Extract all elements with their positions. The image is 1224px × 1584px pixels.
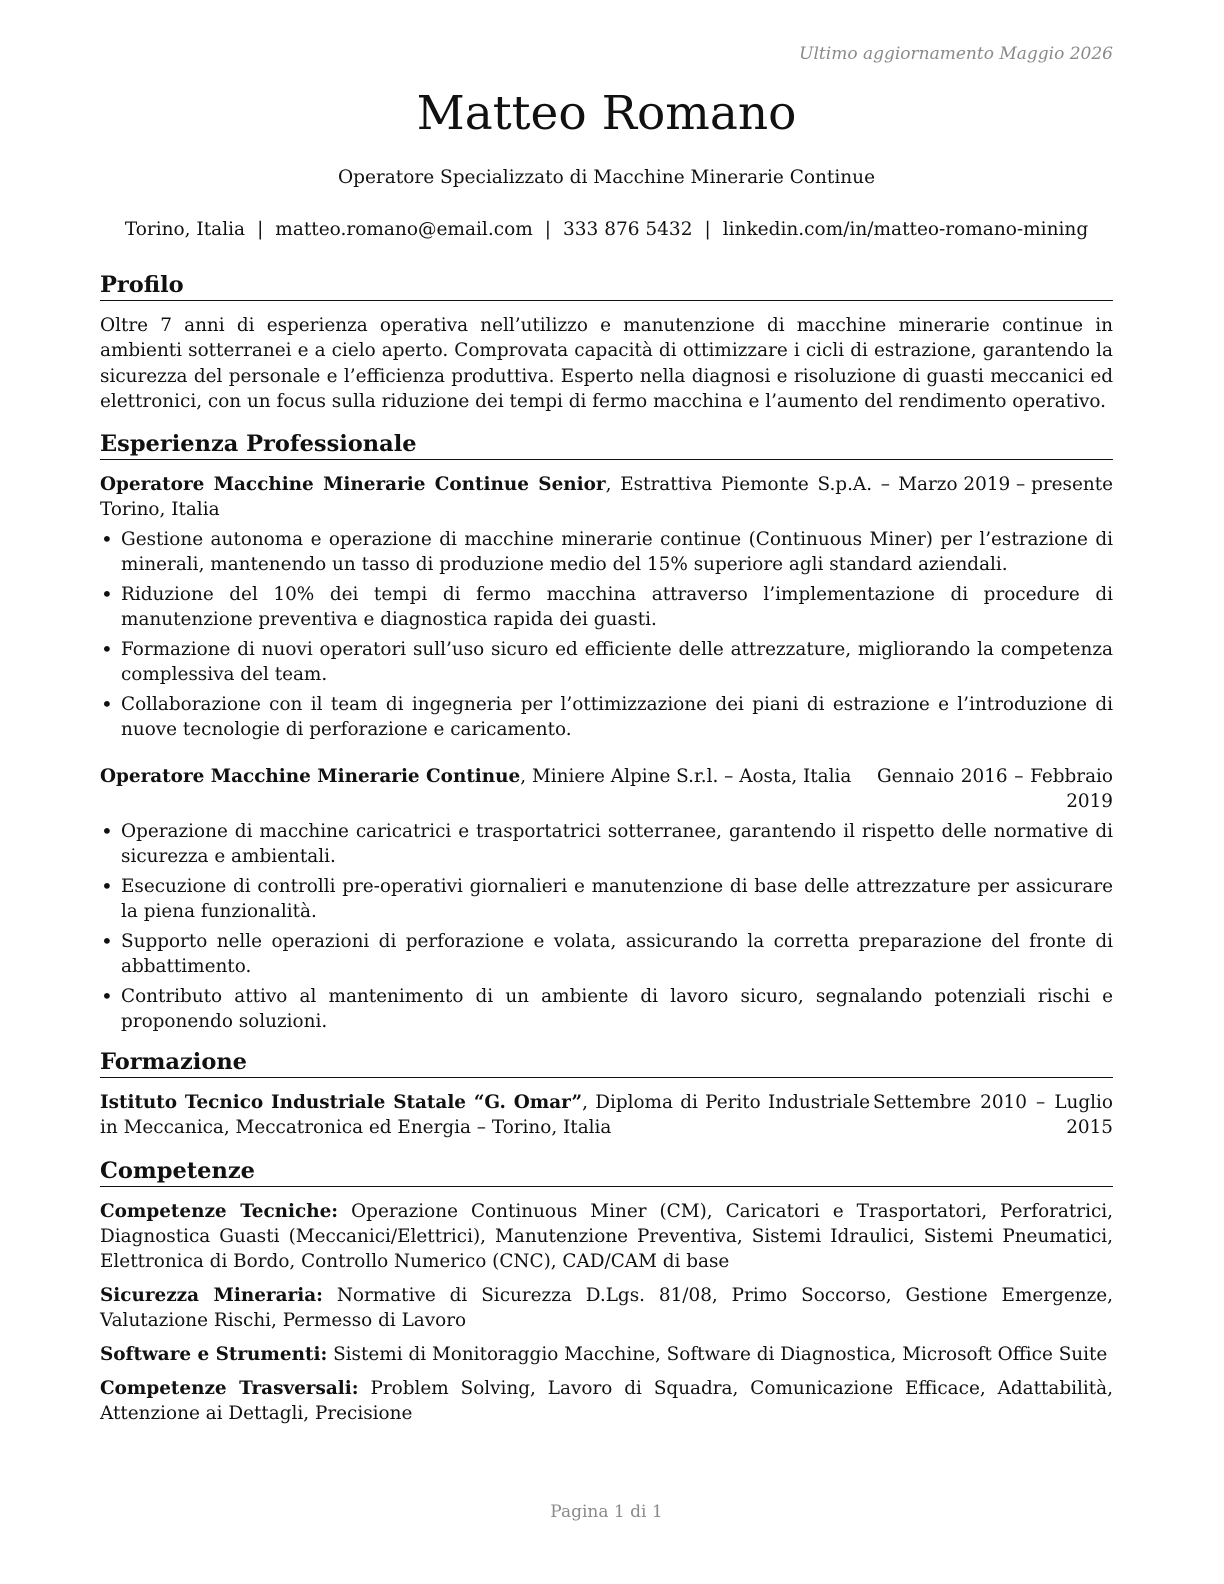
job-header (100, 764, 1113, 815)
list-item: • Gestione autonoma e operazione di macchine minerarie continue (Continuous Miner) per l’estrazione di minerali, mantenendo un tasso di produzione medio del 15% superiore agli standard aziendali. (100, 527, 1113, 578)
job-title: Operatore Specializzato di Macchine Minerarie Continue (337, 167, 876, 188)
job-bullets (100, 527, 1113, 743)
skill-value: Normative di Sicurezza D.Lgs. 81/08, Primo Soccorso, Gestione Emergenze, Valutazione Rischi, Permesso di Lavoro (100, 1285, 1113, 1332)
job-company: , Estrattiva Piemonte S.p.A. – Torino, Italia (100, 474, 890, 521)
separator: | (257, 219, 264, 240)
skill-value: Problem Solving, Lavoro di Squadra, Comunicazione Efficace, Adattabilità, Attenzione ai Dettagli, Precisione (100, 1378, 1113, 1425)
contact-linkedin[interactable]: linkedin.com/in/matteo-romano-mining (722, 219, 1089, 240)
skill-group (100, 1199, 1113, 1275)
skill-label: Competenze Tecniche: (100, 1200, 339, 1222)
job-company: , Miniere Alpine S.r.l. – Aosta, Italia (520, 766, 852, 788)
section-title-skills: Competenze (100, 1156, 1113, 1187)
list-item: • Contributo attivo al mantenimento di un ambiente di lavoro sicuro, segnalando potenziali rischi e proponendo soluzioni. (100, 984, 1113, 1035)
separator: | (544, 219, 551, 240)
contact-line (100, 219, 1113, 240)
skill-group (100, 1376, 1113, 1427)
education-dates: Settembre 2010 – Luglio 2015 (873, 1092, 1113, 1139)
skill-group (100, 1342, 1113, 1367)
list-item: • Operazione di macchine caricatrici e trasportatrici sotterranee, garantendo il rispetto delle normative di sicurezza e ambientali. (100, 819, 1113, 870)
section-title-experience: Esperienza Professionale (100, 429, 1113, 460)
skill-value: Operazione Continuous Miner (CM), Caricatori e Trasportatori, Perforatrici, Diagnostica Guasti (Meccanici/Elettrici), Manutenzione Preventiva, Sistemi Idraulici, Sistemi Pneumatici, Elettronica di Bordo, Controllo Numerico (CNC), CAD/CAM di base (100, 1200, 1113, 1273)
skill-label: Software e Strumenti: (100, 1344, 328, 1366)
job-entry (100, 472, 1113, 742)
skill-label: Competenze Trasversali: (100, 1378, 359, 1399)
contact-city: Torino, Italia (124, 219, 246, 240)
last-updated: Ultimo aggiornamento Maggio 2026 (799, 44, 1113, 64)
job-bullets (100, 819, 1113, 1035)
section-title-education: Formazione (100, 1047, 1113, 1078)
skill-value: Sistemi di Monitoraggio Macchine, Software di Diagnostica, Microsoft Office Suite (327, 1344, 1108, 1366)
list-item: • Formazione di nuovi operatori sull’uso sicuro ed efficiente delle attrezzature, migliorando la competenza complessiva del team. (100, 637, 1113, 688)
job-role: Operatore Macchine Minerarie Continue Senior (100, 474, 606, 496)
list-item: • Collaborazione con il team di ingegneria per l’ottimizzazione dei piani di estrazione e l’introduzione di nuove tecnologie di perforazione e caricamento. (100, 692, 1113, 743)
education-entry (100, 1090, 1113, 1141)
list-item: • Supporto nelle operazioni di perforazione e volata, assicurando la corretta preparazione del fronte di abbattimento. (100, 929, 1113, 980)
section-title-profile: Profilo (100, 270, 1113, 301)
page-footer: Pagina 1 di 1 (550, 1502, 663, 1522)
list-item: • Esecuzione di controlli pre-operativi giornalieri e manutenzione di base delle attrezzature per assicurare la piena funzionalità. (100, 874, 1113, 925)
resume-page (100, 0, 1113, 1584)
job-entry (100, 764, 1113, 1034)
contact-phone: 333 876 5432 (563, 219, 693, 240)
job-title-line (100, 472, 890, 523)
job-dates: Marzo 2019 – presente (898, 474, 1113, 496)
job-role: Operatore Macchine Minerarie Continue (100, 766, 521, 788)
skill-group (100, 1283, 1113, 1334)
education-line (100, 1090, 870, 1141)
candidate-name: Matteo Romano (416, 86, 797, 141)
job-title-line (100, 764, 877, 815)
skill-label: Sicurezza Mineraria: (100, 1285, 323, 1307)
profile-text: Oltre 7 anni di esperienza operativa nell’utilizzo e manutenzione di macchine minerarie continue in ambienti sotterranei e a cielo aperto. Comprovata capacità di ottimizzare i cicli di estrazione, garantendo la sicurezza del personale e l’efficienza produttiva. Esperto nella diagnosi e risoluzione di guasti meccanici ed elettronici, con un focus sulla riduzione dei tempi di fermo macchina e l’aumento del rendimento operativo. (100, 315, 1113, 412)
separator: | (704, 219, 711, 240)
contact-email[interactable]: matteo.romano@email.com (275, 219, 533, 240)
job-dates: Gennaio 2016 – Febbraio 2019 (876, 766, 1113, 813)
list-item: • Riduzione del 10% dei tempi di fermo macchina attraverso l’implementazione di procedure di manutenzione preventiva e diagnostica rapida dei guasti. (100, 582, 1113, 633)
school-name: Istituto Tecnico Industriale Statale “G. Omar” (100, 1092, 583, 1114)
resume-body (100, 270, 1113, 1435)
job-header (100, 472, 1113, 523)
degree-detail: , Diploma di Perito Industriale in Meccanica, Meccatronica ed Energia – Torino, Italia (100, 1092, 870, 1139)
